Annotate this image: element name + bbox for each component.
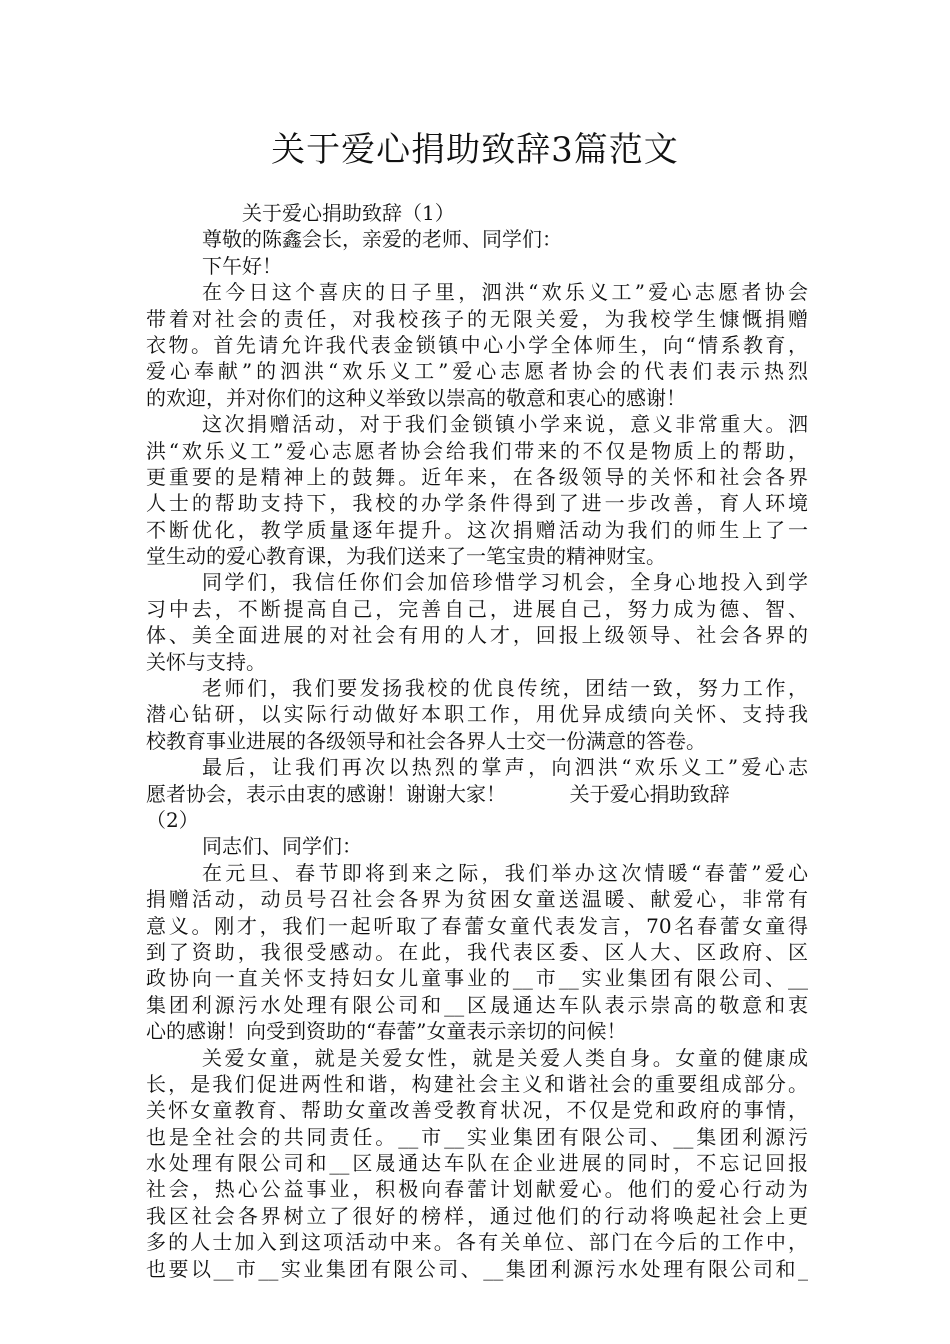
- text-line: 下午好！: [202, 253, 282, 278]
- text-line: 长，是我们促进两性和谐，构建社会主义和谐社会的重要组成部分。: [146, 1071, 808, 1096]
- text-line: 习中去，不断提高自己，完善自己，进展自己，努力成为德、智、: [146, 596, 808, 621]
- text-line: 同志们、同学们：: [202, 834, 362, 859]
- text-line: 体、美全面进展的对社会有用的人才，回报上级领导、社会各界的: [146, 623, 808, 648]
- text-line: 校教育事业进展的各级领导和社会各界人士交一份满意的答卷。: [146, 728, 706, 753]
- text-line: 多的人士加入到这项活动中来。各有关单位、部门在今后的工作中，: [146, 1230, 808, 1255]
- text-line: 关怀与支持。: [146, 649, 266, 674]
- text-line: 的欢迎，并对你们的这种义举致以崇高的敬意和衷心的感谢！: [146, 385, 686, 410]
- text-line: 关怀女童教育、帮助女童改善受教育状况，不仅是党和政府的事情，: [146, 1098, 808, 1123]
- text-line: 在元旦、春节即将到来之际，我们举办这次情暖“春蕾”爱心: [202, 860, 808, 885]
- text-line: 堂生动的爱心教育课，为我们送来了一笔宝贵的精神财宝。: [146, 544, 666, 569]
- text-line: 关于爱心捐助致辞（1）: [242, 201, 455, 225]
- text-line: 也要以__市__实业集团有限公司、__集团利源污水处理有限公司和_: [146, 1256, 808, 1281]
- text-line: 最后，让我们再次以热烈的掌声，向泗洪“欢乐义工”爱心志: [202, 755, 808, 780]
- text-line: 政协向一直关怀支持妇女儿童事业的__市__实业集团有限公司、__: [146, 966, 808, 991]
- text-line: 衣物。首先请允许我代表金锁镇中心小学全体师生，向“情系教育，: [146, 332, 808, 357]
- text-line: 我区社会各界树立了很好的榜样，通过他们的行动将唤起社会上更: [146, 1203, 808, 1228]
- text-line: 心的感谢！向受到资助的“春蕾”女童表示亲切的问候！: [146, 1019, 627, 1044]
- text-line: 捐赠活动，动员号召社会各界为贫困女童送温暖、献爱心，非常有: [146, 887, 808, 912]
- text-line: 关爱女童，就是关爱女性，就是关爱人类自身。女童的健康成: [202, 1045, 808, 1070]
- document-title: 关于爱心捐助致辞3篇范文: [271, 130, 679, 170]
- text-line: 更重要的是精神上的鼓舞。近年来，在各级领导的关怀和社会各界: [146, 464, 808, 489]
- text-line: 爱心奉献”的泗洪“欢乐义工”爱心志愿者协会的代表们表示热烈: [146, 359, 808, 384]
- text-line: 带着对社会的责任，对我校孩子的无限关爱，为我校学生慷慨捐赠: [146, 306, 808, 331]
- text-line: 人士的帮助支持下，我校的办学条件得到了进一步改善，育人环境: [146, 491, 808, 516]
- text-line: 水处理有限公司和__区晟通达车队在企业进展的同时，不忘记回报: [146, 1151, 808, 1176]
- text-line: 愿者协会，表示由衷的感谢！谢谢大家！ 关于爱心捐助致辞: [146, 781, 730, 806]
- text-line: 不断优化，教学质量逐年提升。这次捐赠活动为我们的师生上了一: [146, 517, 808, 542]
- text-line: 到了资助，我很受感动。在此，我代表区委、区人大、区政府、区: [146, 939, 808, 964]
- text-line: 社会，热心公益事业，积极向春蕾计划献爱心。他们的爱心行动为: [146, 1177, 808, 1202]
- text-line: 洪“欢乐义工”爱心志愿者协会给我们带来的不仅是物质上的帮助，: [146, 438, 808, 463]
- text-line: 也是全社会的共同责任。__市__实业集团有限公司、__集团利源污: [146, 1124, 808, 1149]
- text-line: 尊敬的陈鑫会长，亲爱的老师、同学们：: [202, 227, 562, 252]
- text-line: 在今日这个喜庆的日子里，泗洪“欢乐义工”爱心志愿者协会: [202, 280, 808, 305]
- text-line: 同学们，我信任你们会加倍珍惜学习机会，全身心地投入到学: [202, 570, 808, 595]
- text-line: 老师们，我们要发扬我校的优良传统，团结一致，努力工作，: [202, 676, 808, 701]
- text-line: 潜心钻研，以实际行动做好本职工作，用优异成绩向关怀、支持我: [146, 702, 808, 727]
- text-line: 集团利源污水处理有限公司和__区晟通达车队表示崇高的敬意和衷: [146, 992, 808, 1017]
- text-line: （2）: [146, 807, 199, 832]
- text-line: 意义。刚才，我们一起听取了春蕾女童代表发言，70名春蕾女童得: [146, 913, 808, 938]
- document-body: [146, 200, 808, 1282]
- text-line: 这次捐赠活动，对于我们金锁镇小学来说，意义非常重大。泗: [202, 412, 808, 437]
